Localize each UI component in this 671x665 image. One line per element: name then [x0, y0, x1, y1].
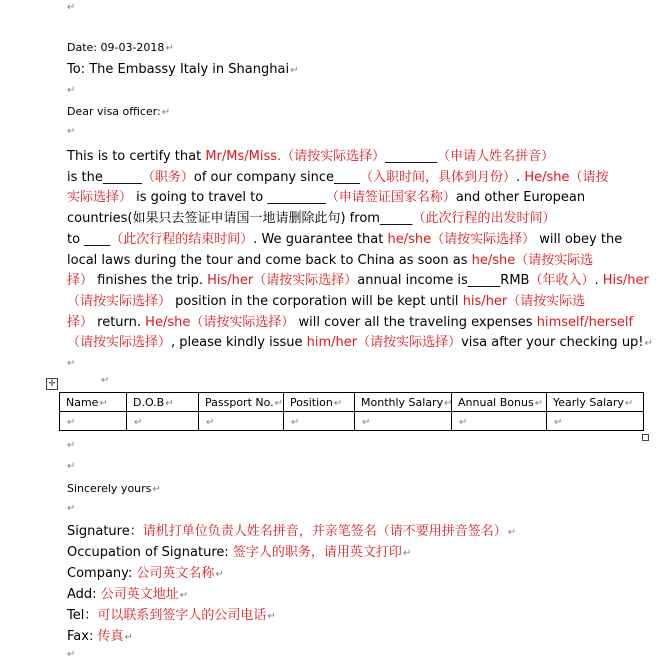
body-line — [67, 186, 585, 205]
occupation-value: 签字人的职务，请用英文打印 — [232, 545, 402, 560]
paragraph-mark: ↵ — [67, 85, 76, 96]
table-cell[interactable]: ↵ — [284, 412, 355, 431]
paragraph-mark: ↵ — [215, 569, 224, 580]
paragraph-mark: ↵ — [507, 527, 517, 538]
placeholder-text: He/she（请按 — [524, 169, 609, 185]
paragraph-mark: ↵ — [67, 440, 76, 451]
table-cell[interactable]: ↵ — [127, 412, 199, 431]
paragraph-mark: ↵ — [179, 590, 189, 601]
body-text: finishes the trip. — [93, 273, 208, 289]
table-cell[interactable]: ↵ — [60, 412, 127, 431]
paragraph-mark: ↵ — [124, 632, 133, 643]
paragraph-mark: ↵ — [267, 611, 276, 622]
address-value: 公司英文地址 — [100, 587, 179, 602]
body-text: ________ — [385, 149, 438, 164]
placeholder-text: （此次行程的结束时间） — [110, 231, 254, 247]
occupation-line — [67, 541, 411, 560]
body-line — [67, 228, 622, 247]
body-text: position in the corporation will be kept until — [171, 293, 463, 309]
address-line — [67, 583, 188, 602]
table-header-cell[interactable]: Annual Bonus↵ — [452, 393, 547, 412]
body-line — [67, 311, 633, 330]
tel-value: 可以联系到签字人的公司电话 — [97, 608, 267, 623]
fax-value: 传真 — [97, 629, 124, 644]
placeholder-text: 择） — [67, 314, 94, 330]
date-label: Date: — [67, 41, 97, 54]
paragraph-mark: ↵ — [67, 461, 76, 472]
placeholder-text: his/her（请按实际选 — [462, 293, 586, 309]
placeholder-text: Mr/Ms/Miss.（请按实际选择） — [205, 149, 386, 164]
paragraph-mark: ↵ — [402, 548, 412, 559]
signature-value: 请机打单位负责人姓名拼音，并亲笔签名（请不要用拼音签名） — [142, 524, 507, 539]
body-text: local laws during the tour and come back to China as soon as — [67, 252, 472, 268]
table-resize-handle[interactable] — [642, 434, 649, 441]
company-line — [67, 562, 224, 581]
placeholder-text: （年收入） — [529, 273, 595, 289]
body-text: countries(如果只去签证申请国一地请删除此句) from_____ — [67, 211, 413, 227]
date-line — [67, 41, 174, 54]
table-move-handle[interactable]: ✛ — [46, 378, 58, 390]
body-text: This is to certify that — [67, 149, 206, 164]
company-value: 公司英文名称 — [136, 566, 215, 581]
signature-label: Signature： — [67, 524, 143, 539]
table-cell[interactable]: ↵ — [199, 412, 284, 431]
placeholder-text: 择） — [67, 273, 94, 289]
table-cell[interactable]: ↵ — [547, 412, 644, 431]
body-text: visa after your checking up! — [461, 335, 644, 351]
table-header-cell[interactable]: Position↵ — [284, 393, 355, 412]
paragraph-mark: ↵ — [101, 375, 110, 386]
applicant-table[interactable] — [59, 392, 644, 431]
tel-label: Tel： — [67, 608, 98, 623]
body-text: . We guarantee that — [253, 231, 388, 247]
table-row — [60, 412, 644, 431]
body-text: will cover all the traveling expenses — [294, 314, 537, 330]
paragraph-mark: ↵ — [67, 126, 76, 137]
body-text: return. — [93, 314, 146, 330]
closing-text: Sincerely yours — [67, 482, 152, 495]
paragraph-mark: ↵ — [290, 65, 299, 76]
greeting-text: Dear visa officer: — [67, 105, 161, 118]
paragraph-mark: ↵ — [165, 43, 174, 54]
table-cell[interactable]: ↵ — [355, 412, 452, 431]
table-header-cell[interactable]: Yearly Salary↵ — [547, 393, 644, 412]
recipient-line — [67, 62, 298, 77]
occupation-label: Occupation of Signature: — [67, 545, 233, 560]
paragraph-mark: ↵ — [644, 338, 653, 350]
body-line — [67, 145, 554, 164]
placeholder-text: （此次行程的出发时间） — [412, 211, 556, 227]
placeholder-text: （请按实际选择） — [67, 335, 172, 351]
body-text: of our company since____ — [193, 169, 361, 185]
paragraph-mark: ↵ — [161, 107, 171, 118]
placeholder-text: （申请人姓名拼音） — [437, 149, 555, 164]
paragraph-mark: ↵ — [67, 358, 76, 369]
placeholder-text: His/her — [602, 273, 649, 289]
recipient-text: To: The Embassy Italy in Shanghai — [67, 62, 290, 77]
body-text: and other European — [455, 190, 586, 206]
greeting-line — [67, 105, 170, 118]
body-line — [67, 290, 585, 309]
body-line — [67, 269, 649, 288]
placeholder-text: （职务） — [141, 169, 194, 185]
signature-line — [67, 520, 516, 539]
table-header-cell[interactable]: D.O.B↵ — [127, 393, 199, 412]
placeholder-text: （请按实际选择） — [67, 293, 172, 309]
body-line — [67, 249, 593, 268]
paragraph-mark: ↵ — [152, 484, 161, 495]
placeholder-text: himself/herself — [536, 314, 634, 330]
placeholder-text: His/her（请按实际选择） — [207, 273, 358, 289]
paragraph-mark: ↵ — [67, 2, 76, 13]
table-header-cell[interactable]: Name↵ — [60, 393, 127, 412]
paragraph-mark: ↵ — [67, 649, 76, 660]
body-text: is going to travel to _________ — [132, 190, 326, 206]
address-label: Add: — [67, 587, 101, 602]
body-text: . — [516, 169, 525, 185]
placeholder-text: he/she（请按实际选择） — [387, 231, 536, 247]
body-text: , please kindly issue — [171, 335, 307, 351]
body-text: annual income is_____RMB — [357, 273, 530, 289]
body-line — [67, 207, 555, 226]
body-line — [67, 166, 608, 185]
table-cell[interactable]: ↵ — [452, 412, 547, 431]
company-label: Company: — [67, 566, 137, 581]
fax-line — [67, 625, 133, 644]
closing-line — [67, 482, 161, 495]
placeholder-text: （入职时间，具体到月份） — [360, 169, 517, 185]
placeholder-text: he/she（请按实际选 — [471, 252, 594, 268]
table-header-cell[interactable]: Passport No.↵ — [199, 393, 284, 412]
fax-label: Fax: — [67, 629, 98, 644]
placeholder-text: （申请签证国家名称） — [325, 190, 456, 206]
placeholder-text: him/her（请按实际选择） — [306, 335, 462, 351]
placeholder-text: 实际选择） — [67, 190, 133, 206]
table-header-row — [60, 393, 644, 412]
tel-line — [67, 604, 276, 623]
body-text: will obey the — [535, 231, 623, 247]
body-text: is the______ — [67, 169, 142, 185]
body-text: . — [594, 273, 603, 289]
body-text: to ____ — [67, 231, 111, 247]
table-header-cell[interactable]: Monthly Salary↵ — [355, 393, 452, 412]
paragraph-mark: ↵ — [67, 503, 76, 514]
date-value: 09-03-2018 — [100, 41, 165, 54]
body-line — [67, 331, 653, 350]
placeholder-text: He/she（请按实际选择） — [145, 314, 295, 330]
